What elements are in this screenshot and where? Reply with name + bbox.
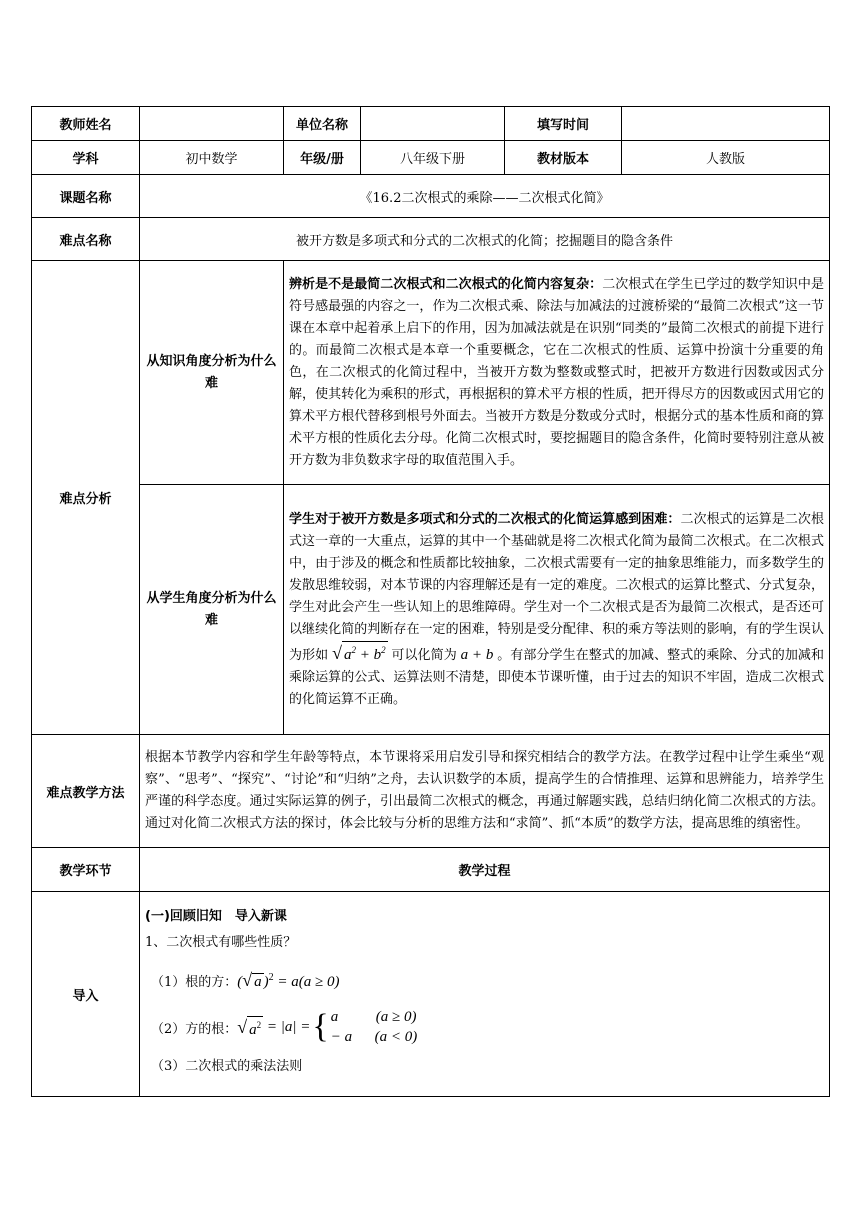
time-label: 填写时间 bbox=[505, 107, 622, 141]
row-topic bbox=[32, 175, 830, 218]
teacher-label: 教师姓名 bbox=[32, 107, 140, 141]
row-student bbox=[32, 485, 830, 735]
row-intro bbox=[32, 892, 830, 1097]
process-label: 教学过程 bbox=[140, 848, 830, 892]
knowledge-lead: 辨析是不是最简二次根式和二次根式的化简内容复杂： bbox=[289, 276, 603, 292]
property-1 bbox=[145, 958, 824, 1002]
time-value bbox=[622, 107, 830, 141]
grade-label: 年级/册 bbox=[284, 141, 361, 175]
student-lead: 学生对于被开方数是多项式和分式的二次根式的化简运算感到困难： bbox=[289, 511, 681, 527]
subject-label: 学科 bbox=[32, 141, 140, 175]
property-2-label: （2）方的根： bbox=[151, 1021, 238, 1037]
unit-value bbox=[361, 107, 505, 141]
row-difficulty bbox=[32, 218, 830, 261]
difficulty-label: 难点名称 bbox=[32, 218, 140, 261]
formula-square-root-of-square: √ $a^2$ = |a| = { a (a ≥ 0) − a (a < 0) bbox=[237, 1008, 418, 1045]
row-subject bbox=[32, 141, 830, 175]
intro-label: 导入 bbox=[32, 892, 140, 1097]
student-body-2: 可以化简为 bbox=[391, 647, 457, 663]
row-method bbox=[32, 735, 830, 848]
row-knowledge bbox=[32, 261, 830, 485]
knowledge-body: 二次根式在学生已学过的数学知识中是符号感最强的内容之一，作为二次根式乘、除法与加减法的过渡桥梁的“最简二次根式”这一节课在本章中起着承上启下的作用，因为加减法就是在识别“同类的”最简二次根式的前提下进行的。而最简二次根式是本章一个重要概念，它在二次根式的性质、运算中扮演十分重要的角色，在二次根式的化简过程中，当被开方数为整数或整式时，把被开方数进行因数或因式分解，使其转化为乘积的形式，再根据积的算术平方根的性质，把开得尽方的因数或因式用它的算术平方根代替移到根号外面去。当被开方数是分数或分式时，根据分式的基本性质和商的算术平方根的性质化去分母。化简二次根式时，要挖掘题目的隐含条件，化简时要特别注意从被开方数为非负数求字母的取值范围入手。 bbox=[289, 276, 824, 468]
topic-value: 《16.2二次根式的乘除——二次根式化简》 bbox=[140, 175, 830, 218]
difficulty-value: 被开方数是多项式和分式的二次根式的化简；挖掘题目的隐含条件 bbox=[140, 218, 830, 261]
subject-value: 初中数学 bbox=[140, 141, 284, 175]
lesson-plan-table bbox=[31, 106, 830, 1097]
intro-section-title: (一)回顾旧知 导入新课 bbox=[145, 909, 287, 924]
topic-label: 课题名称 bbox=[32, 175, 140, 218]
edition-label: 教材版本 bbox=[505, 141, 622, 175]
analysis-label: 难点分析 bbox=[32, 261, 140, 735]
row-process-header bbox=[32, 848, 830, 892]
knowledge-angle-label: 从知识角度分析为什么难 bbox=[140, 261, 284, 485]
property-1-label: （1）根的方： bbox=[151, 974, 238, 990]
teacher-value bbox=[140, 107, 284, 141]
intro-content bbox=[140, 892, 830, 1097]
student-body-1: 二次根式的运算是二次根式这一章的一大重点，运算的其中一个基础就是将二次根式化简为最简二次根式。在二次根式中，由于涉及的概念和性质都比较抽象，二次根式需要有一定的抽象思维能力，而多数学生的发散思维较弱，对本节课的内容理解还是有一定的难度。二次根式的运算比整式、分式复杂，学生对此会产生一些认知上的思维障碍。学生对一个二次根式是否为最简二次根式，是否还可以继续化简的判断存在一定的困难，特别是受分配律、积的乘方等法则的影响，有的学生误认为形如 bbox=[289, 511, 824, 663]
student-angle-label: 从学生角度分析为什么难 bbox=[140, 485, 284, 735]
knowledge-analysis-text bbox=[284, 261, 830, 485]
row-teacher bbox=[32, 107, 830, 141]
property-3: （3）二次根式的乘法法则 bbox=[151, 1059, 303, 1074]
method-label: 难点教学方法 bbox=[32, 735, 140, 848]
formula-a-plus-b: a + b bbox=[456, 646, 498, 663]
grade-value: 八年级下册 bbox=[361, 141, 505, 175]
property-2 bbox=[145, 1002, 824, 1052]
unit-label: 单位名称 bbox=[284, 107, 361, 141]
intro-question-1: 1、二次根式有哪些性质？ bbox=[145, 935, 297, 950]
method-text: 根据本节教学内容和学生年龄等特点，本节课将采用启发引导和探究相结合的教学方法。在教学过程中让学生乘坐“观察”、“思考”、“探究”、“讨论”和“归纳”之舟，去认识数学的本质，提高学生的合情推理、运算和思辨能力，培养学生严谨的科学态度。通过实际运算的例子，引出最简二次根式的概念，再通过解题实践，总结归纳化简二次根式的方法。通过对化简二次根式方法的探讨，体会比较与分析的思维方法和“求简”、抓“本质”的数学方法，提高思维的缜密性。 bbox=[140, 735, 830, 848]
stage-label: 教学环节 bbox=[32, 848, 140, 892]
formula-sqrt-a2-b2: √ $a^2 + b^2$ bbox=[332, 642, 386, 663]
formula-root-squared: (√ a )$^2$ = a(a ≥ 0) bbox=[237, 969, 340, 990]
edition-value: 人教版 bbox=[622, 141, 830, 175]
student-analysis-text bbox=[284, 485, 830, 735]
student-body-3: 。有部分学生在整式的加减、整式的乘除、分式的加减和乘除运算的公式、运算法则不清楚，即使本节课听懂，由于过去的知识不牢固，造成二次根式的化简运算不正确。 bbox=[289, 647, 824, 707]
